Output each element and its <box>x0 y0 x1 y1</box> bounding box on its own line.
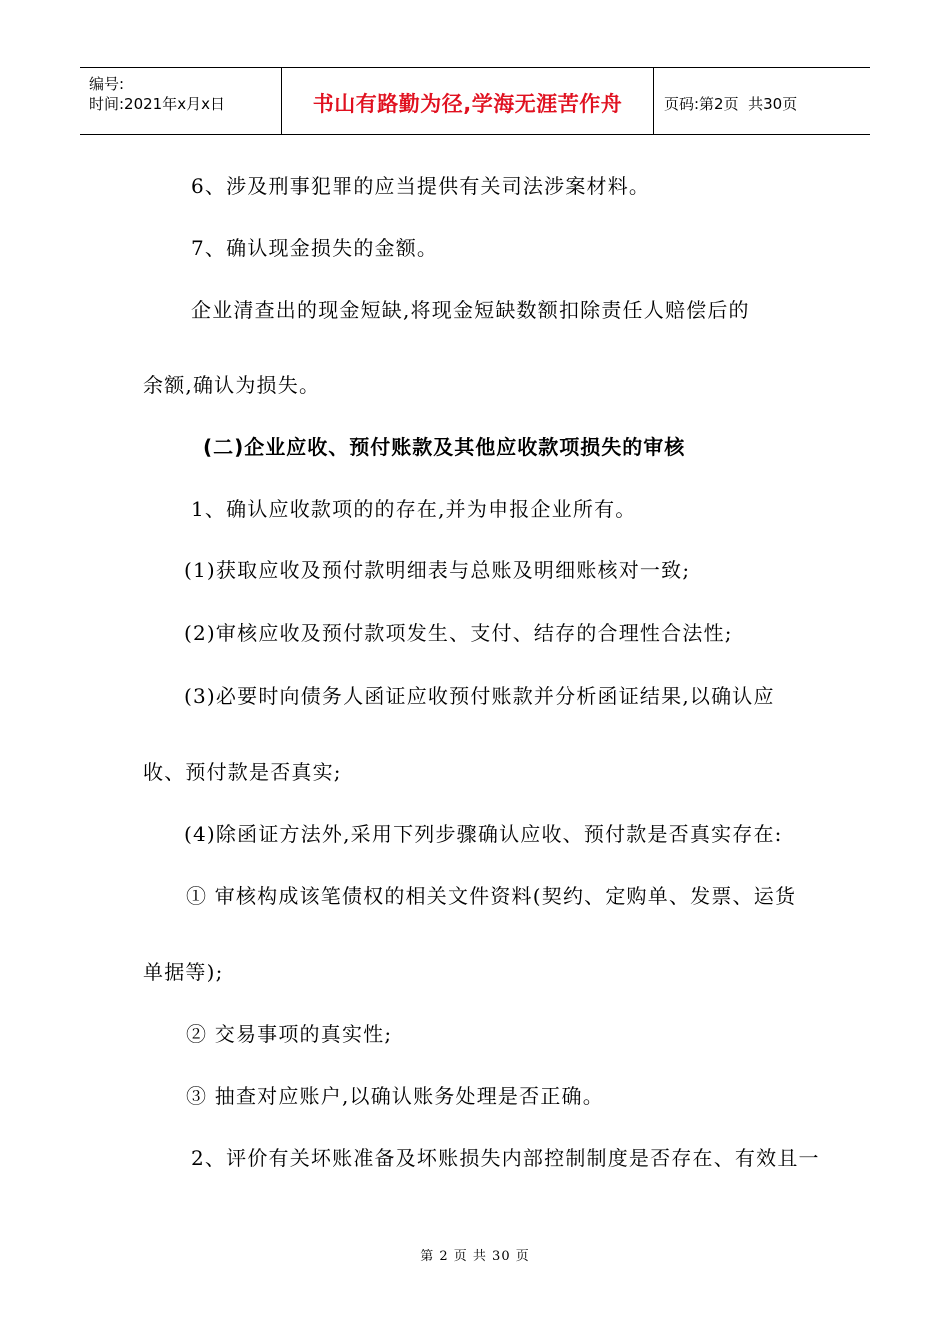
body-line-14: ② 交易事项的真实性; <box>186 1022 393 1046</box>
page-label: 页码:第2页 共30页 <box>664 94 798 113</box>
number-label: 编号: <box>89 75 125 93</box>
page-footer <box>0 1245 950 1264</box>
header-page-cell <box>654 68 870 134</box>
header-meta-cell <box>80 68 282 134</box>
body-line-15: ③ 抽查对应账户,以确认账务处理是否正确。 <box>186 1084 604 1108</box>
body-line-10: 收、预付款是否真实; <box>143 760 342 784</box>
body-line-12: ① 审核构成该笔债权的相关文件资料(契约、定购单、发票、运货 <box>186 884 797 908</box>
date-label: 时间:2021年x月x日 <box>89 95 225 113</box>
body-line-8: (2)审核应收及预付款项发生、支付、结存的合理性合法性; <box>184 621 733 645</box>
page-header <box>80 67 870 135</box>
body-line-3: 企业清查出的现金短缺,将现金短缺数额扣除责任人赔偿后的 <box>191 298 750 322</box>
header-motto-cell <box>282 68 654 134</box>
section-heading: (二)企业应收、预付账款及其他应收款项损失的审核 <box>203 435 686 459</box>
footer-page-number: 第 2 页 共 30 页 <box>420 1249 530 1264</box>
motto: 书山有路勤为径,学海无涯苦作舟 <box>312 92 623 116</box>
body-line-9: (3)必要时向债务人函证应收预付账款并分析函证结果,以确认应 <box>184 684 775 708</box>
body-line-4: 余额,确认为损失。 <box>143 373 321 397</box>
body-line-11: (4)除函证方法外,采用下列步骤确认应收、预付款是否真实存在: <box>184 822 783 846</box>
body-line-16: 2、评价有关坏账准备及坏账损失内部控制制度是否存在、有效且一 <box>191 1146 820 1170</box>
body-line-6: 1、确认应收款项的的存在,并为申报企业所有。 <box>191 497 637 521</box>
body-line-1: 6、涉及刑事犯罪的应当提供有关司法涉案材料。 <box>191 174 651 198</box>
body-line-13: 单据等); <box>143 960 224 984</box>
body-line-2: 7、确认现金损失的金额。 <box>191 236 439 260</box>
body-line-7: (1)获取应收及预付款明细表与总账及明细账核对一致; <box>184 558 691 582</box>
